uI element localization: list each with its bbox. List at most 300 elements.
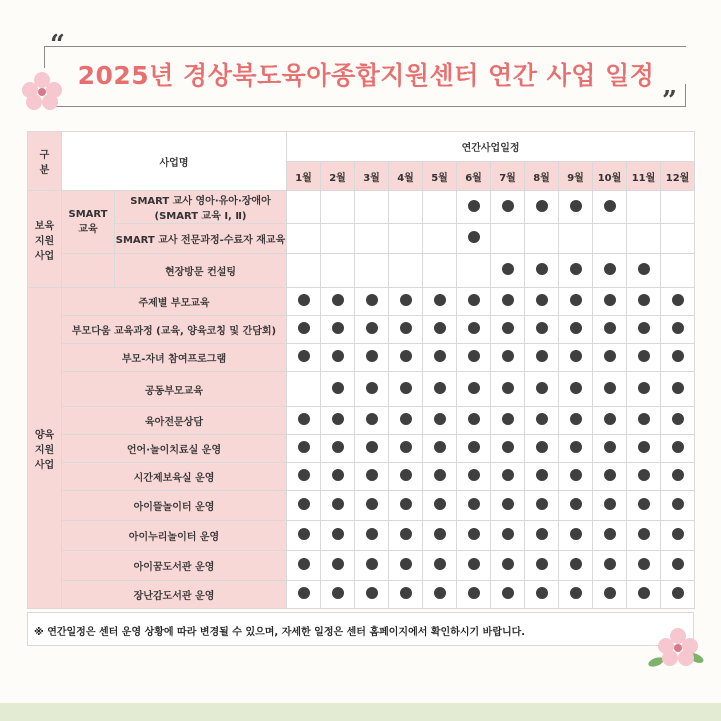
- project-name: 부모-자녀 참여프로그램: [62, 344, 287, 372]
- month-cell: [627, 407, 661, 435]
- month-header: 10월: [593, 162, 627, 191]
- schedule-dot: [400, 469, 412, 481]
- month-cell: [287, 344, 321, 372]
- month-cell: [593, 521, 627, 551]
- month-header: 1월: [287, 162, 321, 191]
- project-name: 아이누리놀이터 운영: [62, 521, 287, 551]
- month-cell: [593, 191, 627, 224]
- month-cell: [559, 224, 593, 254]
- month-cell: [457, 316, 491, 344]
- schedule-dot: [604, 382, 616, 394]
- schedule-dot: [366, 469, 378, 481]
- project-name: 언어·놀이치료실 운영: [62, 435, 287, 463]
- month-cell: [559, 435, 593, 463]
- month-cell: [423, 491, 457, 521]
- month-cell: [287, 491, 321, 521]
- month-cell: [525, 191, 559, 224]
- month-cell: [559, 551, 593, 581]
- schedule-dot: [570, 498, 582, 510]
- schedule-dot: [468, 528, 480, 540]
- month-cell: [287, 191, 321, 224]
- schedule-dot: [434, 469, 446, 481]
- schedule-dot: [400, 294, 412, 306]
- month-cell: [423, 581, 457, 609]
- month-cell: [287, 435, 321, 463]
- month-cell: [321, 224, 355, 254]
- month-cell: [593, 581, 627, 609]
- schedule-dot: [468, 350, 480, 362]
- ground-strip: [0, 703, 721, 721]
- schedule-dot: [638, 558, 650, 570]
- month-cell: [627, 224, 661, 254]
- schedule-dot: [638, 498, 650, 510]
- schedule-dot: [400, 528, 412, 540]
- month-cell: [525, 581, 559, 609]
- schedule-dot: [672, 382, 684, 394]
- month-cell: [287, 254, 321, 288]
- schedule-dot: [434, 382, 446, 394]
- month-cell: [661, 224, 695, 254]
- schedule-dot: [298, 558, 310, 570]
- project-name: SMART 교사 영아·유아·장애아 (SMART 교육 Ⅰ, Ⅱ): [115, 191, 287, 224]
- project-name: 현장방문 컨설팅: [115, 254, 287, 288]
- schedule-dot: [468, 498, 480, 510]
- project-name: 주제별 부모교육: [62, 288, 287, 316]
- month-cell: [389, 316, 423, 344]
- month-cell: [321, 435, 355, 463]
- schedule-dot: [468, 382, 480, 394]
- month-cell: [321, 491, 355, 521]
- schedule-dot: [570, 294, 582, 306]
- schedule-dot: [536, 498, 548, 510]
- schedule-dot: [400, 441, 412, 453]
- month-cell: [321, 407, 355, 435]
- month-cell: [661, 491, 695, 521]
- schedule-dot: [366, 528, 378, 540]
- month-cell: [593, 551, 627, 581]
- month-cell: [661, 316, 695, 344]
- month-cell: [525, 224, 559, 254]
- month-cell: [389, 224, 423, 254]
- subgroup-cell: SMART 교육: [62, 191, 115, 254]
- month-cell: [661, 372, 695, 407]
- month-cell: [559, 288, 593, 316]
- month-cell: [627, 551, 661, 581]
- schedule-dot: [366, 413, 378, 425]
- schedule-dot: [400, 558, 412, 570]
- month-cell: [457, 435, 491, 463]
- schedule-dot: [672, 413, 684, 425]
- header-category: 구 분: [28, 132, 62, 191]
- schedule-dot: [570, 558, 582, 570]
- month-cell: [355, 224, 389, 254]
- project-name: 아이꿈도서관 운영: [62, 551, 287, 581]
- schedule-dot: [672, 587, 684, 599]
- schedule-dot: [604, 294, 616, 306]
- schedule-dot: [638, 382, 650, 394]
- schedule-dot: [400, 322, 412, 334]
- frame-top-line: [44, 46, 686, 47]
- month-cell: [593, 435, 627, 463]
- flower-icon: [648, 624, 708, 670]
- schedule-dot: [502, 294, 514, 306]
- schedule-dot: [332, 587, 344, 599]
- month-cell: [559, 344, 593, 372]
- schedule-dot: [604, 528, 616, 540]
- month-cell: [627, 372, 661, 407]
- month-cell: [491, 551, 525, 581]
- month-cell: [661, 521, 695, 551]
- month-cell: [491, 254, 525, 288]
- month-cell: [661, 463, 695, 491]
- schedule-dot: [502, 350, 514, 362]
- month-cell: [457, 407, 491, 435]
- month-cell: [287, 224, 321, 254]
- schedule-dot: [502, 200, 514, 212]
- schedule-dot: [332, 498, 344, 510]
- month-cell: [627, 316, 661, 344]
- schedule-dot: [434, 322, 446, 334]
- month-cell: [389, 551, 423, 581]
- schedule-dot: [604, 200, 616, 212]
- schedule-dot: [604, 587, 616, 599]
- month-cell: [525, 288, 559, 316]
- month-cell: [593, 407, 627, 435]
- month-cell: [593, 491, 627, 521]
- month-cell: [423, 435, 457, 463]
- schedule-dot: [570, 469, 582, 481]
- month-cell: [321, 521, 355, 551]
- month-cell: [491, 344, 525, 372]
- schedule-dot: [332, 558, 344, 570]
- schedule-dot: [536, 587, 548, 599]
- month-cell: [355, 435, 389, 463]
- month-cell: [423, 191, 457, 224]
- month-cell: [423, 372, 457, 407]
- month-cell: [355, 344, 389, 372]
- schedule-dot: [672, 322, 684, 334]
- month-cell: [593, 316, 627, 344]
- category-cell: 양육 지원 사업: [28, 288, 62, 609]
- month-cell: [389, 372, 423, 407]
- schedule-dot: [468, 322, 480, 334]
- month-cell: [321, 344, 355, 372]
- schedule-dot: [672, 528, 684, 540]
- month-cell: [525, 521, 559, 551]
- month-header: 7월: [491, 162, 525, 191]
- schedule-dot: [332, 294, 344, 306]
- month-cell: [525, 435, 559, 463]
- schedule-dot: [298, 469, 310, 481]
- month-header: 9월: [559, 162, 593, 191]
- month-cell: [355, 254, 389, 288]
- schedule-dot: [570, 322, 582, 334]
- month-cell: [389, 435, 423, 463]
- month-cell: [491, 191, 525, 224]
- schedule-dot: [638, 441, 650, 453]
- month-cell: [593, 288, 627, 316]
- page-title: 2025년 경상북도육아종합지원센터 연간 사업 일정: [77, 61, 655, 90]
- schedule-dot: [434, 350, 446, 362]
- month-cell: [355, 581, 389, 609]
- month-cell: [491, 521, 525, 551]
- schedule-dot: [502, 469, 514, 481]
- month-cell: [355, 463, 389, 491]
- schedule-dot: [332, 413, 344, 425]
- schedule-dot: [502, 413, 514, 425]
- month-cell: [287, 372, 321, 407]
- quote-close: ”: [662, 86, 677, 116]
- project-name: 장난감도서관 운영: [62, 581, 287, 609]
- month-cell: [661, 344, 695, 372]
- flower-icon: [20, 70, 64, 114]
- month-cell: [389, 407, 423, 435]
- month-header: 2월: [321, 162, 355, 191]
- month-cell: [457, 581, 491, 609]
- schedule-dot: [400, 382, 412, 394]
- schedule-dot: [298, 413, 310, 425]
- month-cell: [525, 463, 559, 491]
- month-cell: [457, 491, 491, 521]
- month-cell: [661, 191, 695, 224]
- month-header: 6월: [457, 162, 491, 191]
- month-cell: [457, 224, 491, 254]
- month-cell: [661, 551, 695, 581]
- month-header: 8월: [525, 162, 559, 191]
- schedule-dot: [502, 528, 514, 540]
- month-cell: [593, 372, 627, 407]
- month-cell: [389, 581, 423, 609]
- month-cell: [355, 551, 389, 581]
- schedule-table: [27, 131, 695, 609]
- schedule-dot: [638, 322, 650, 334]
- month-cell: [525, 372, 559, 407]
- month-cell: [287, 463, 321, 491]
- month-cell: [661, 581, 695, 609]
- schedule-dot: [298, 587, 310, 599]
- month-cell: [423, 521, 457, 551]
- schedule-dot: [570, 200, 582, 212]
- month-cell: [525, 407, 559, 435]
- month-cell: [457, 521, 491, 551]
- month-cell: [661, 254, 695, 288]
- schedule-dot: [604, 413, 616, 425]
- month-cell: [491, 316, 525, 344]
- month-cell: [593, 224, 627, 254]
- month-cell: [491, 288, 525, 316]
- schedule-dot: [536, 469, 548, 481]
- schedule-dot: [332, 528, 344, 540]
- project-name: 육아전문상담: [62, 407, 287, 435]
- month-cell: [525, 254, 559, 288]
- month-cell: [355, 521, 389, 551]
- month-cell: [287, 521, 321, 551]
- schedule-dot: [298, 350, 310, 362]
- month-cell: [321, 254, 355, 288]
- month-cell: [491, 463, 525, 491]
- schedule-dot: [366, 294, 378, 306]
- frame-bottom-line: [44, 106, 686, 107]
- schedule-dot: [672, 294, 684, 306]
- schedule-dot: [298, 294, 310, 306]
- month-cell: [525, 491, 559, 521]
- quote-open: “: [50, 30, 65, 60]
- month-cell: [457, 344, 491, 372]
- schedule-dot: [604, 441, 616, 453]
- month-cell: [355, 191, 389, 224]
- month-cell: [491, 581, 525, 609]
- month-cell: [355, 407, 389, 435]
- category-cell: 보육 지원 사업: [28, 191, 62, 288]
- project-name: 부모다움 교육과정 (교육, 양육코칭 및 간담회): [62, 316, 287, 344]
- schedule-dot: [366, 558, 378, 570]
- schedule-dot: [332, 469, 344, 481]
- schedule-dot: [672, 441, 684, 453]
- frame-right-line: [685, 84, 686, 106]
- header-schedule: 연간사업일정: [287, 132, 695, 162]
- month-cell: [389, 491, 423, 521]
- schedule-dot: [604, 322, 616, 334]
- schedule-dot: [468, 441, 480, 453]
- month-cell: [593, 463, 627, 491]
- month-cell: [491, 435, 525, 463]
- month-cell: [559, 581, 593, 609]
- month-cell: [321, 372, 355, 407]
- month-cell: [423, 288, 457, 316]
- month-cell: [423, 463, 457, 491]
- month-cell: [661, 435, 695, 463]
- month-cell: [423, 344, 457, 372]
- schedule-dot: [672, 558, 684, 570]
- month-cell: [355, 288, 389, 316]
- month-cell: [559, 407, 593, 435]
- schedule-dot: [468, 200, 480, 212]
- month-cell: [423, 254, 457, 288]
- schedule-dot: [672, 498, 684, 510]
- schedule-dot: [468, 413, 480, 425]
- month-cell: [457, 254, 491, 288]
- schedule-dot: [604, 558, 616, 570]
- schedule-dot: [536, 263, 548, 275]
- schedule-dot: [638, 528, 650, 540]
- schedule-dot: [400, 413, 412, 425]
- month-cell: [491, 407, 525, 435]
- schedule-dot: [536, 350, 548, 362]
- month-cell: [559, 521, 593, 551]
- schedule-dot: [400, 498, 412, 510]
- month-cell: [389, 191, 423, 224]
- schedule-dot: [638, 350, 650, 362]
- project-name: 시간제보육실 운영: [62, 463, 287, 491]
- month-cell: [321, 581, 355, 609]
- month-cell: [525, 551, 559, 581]
- month-cell: [627, 344, 661, 372]
- schedule-dot: [332, 441, 344, 453]
- month-cell: [491, 224, 525, 254]
- month-cell: [627, 581, 661, 609]
- month-cell: [321, 551, 355, 581]
- month-cell: [559, 491, 593, 521]
- schedule-dot: [638, 413, 650, 425]
- month-cell: [559, 254, 593, 288]
- schedule-dot: [570, 350, 582, 362]
- month-cell: [355, 316, 389, 344]
- schedule-dot: [536, 441, 548, 453]
- month-cell: [491, 372, 525, 407]
- month-cell: [457, 191, 491, 224]
- project-name: 아이뜰놀이터 운영: [62, 491, 287, 521]
- schedule-dot: [298, 498, 310, 510]
- schedule-dot: [434, 441, 446, 453]
- month-cell: [593, 254, 627, 288]
- month-cell: [389, 254, 423, 288]
- schedule-dot: [502, 498, 514, 510]
- schedule-dot: [502, 587, 514, 599]
- schedule-dot: [604, 350, 616, 362]
- month-cell: [627, 463, 661, 491]
- subgroup-cell: [62, 254, 115, 288]
- schedule-dot: [502, 263, 514, 275]
- month-cell: [593, 344, 627, 372]
- month-cell: [457, 551, 491, 581]
- schedule-dot: [604, 263, 616, 275]
- month-cell: [627, 491, 661, 521]
- schedule-dot: [434, 558, 446, 570]
- month-cell: [321, 463, 355, 491]
- schedule-dot: [468, 294, 480, 306]
- schedule-dot: [672, 350, 684, 362]
- schedule-dot: [570, 528, 582, 540]
- month-cell: [355, 491, 389, 521]
- schedule-dot: [502, 441, 514, 453]
- month-header: 4월: [389, 162, 423, 191]
- month-cell: [661, 288, 695, 316]
- schedule-dot: [366, 350, 378, 362]
- schedule-dot: [570, 441, 582, 453]
- schedule-dot: [468, 558, 480, 570]
- month-header: 12월: [661, 162, 695, 191]
- schedule-dot: [468, 587, 480, 599]
- schedule-dot: [638, 294, 650, 306]
- month-header: 3월: [355, 162, 389, 191]
- schedule-dot: [400, 587, 412, 599]
- month-cell: [559, 316, 593, 344]
- month-cell: [423, 316, 457, 344]
- month-cell: [389, 288, 423, 316]
- schedule-dot: [638, 263, 650, 275]
- schedule-dot: [536, 413, 548, 425]
- schedule-dot: [298, 322, 310, 334]
- month-cell: [389, 521, 423, 551]
- project-name: SMART 교사 전문과정-수료자 재교육: [115, 224, 287, 254]
- header-project: 사업명: [62, 132, 287, 191]
- month-cell: [423, 224, 457, 254]
- month-cell: [355, 372, 389, 407]
- schedule-dot: [434, 413, 446, 425]
- month-cell: [457, 288, 491, 316]
- month-cell: [287, 407, 321, 435]
- month-cell: [321, 288, 355, 316]
- month-cell: [287, 288, 321, 316]
- schedule-dot: [536, 200, 548, 212]
- schedule-dot: [366, 322, 378, 334]
- month-header: 5월: [423, 162, 457, 191]
- month-header: 11월: [627, 162, 661, 191]
- month-cell: [525, 316, 559, 344]
- schedule-dot: [536, 382, 548, 394]
- schedule-dot: [366, 587, 378, 599]
- schedule-dot: [366, 441, 378, 453]
